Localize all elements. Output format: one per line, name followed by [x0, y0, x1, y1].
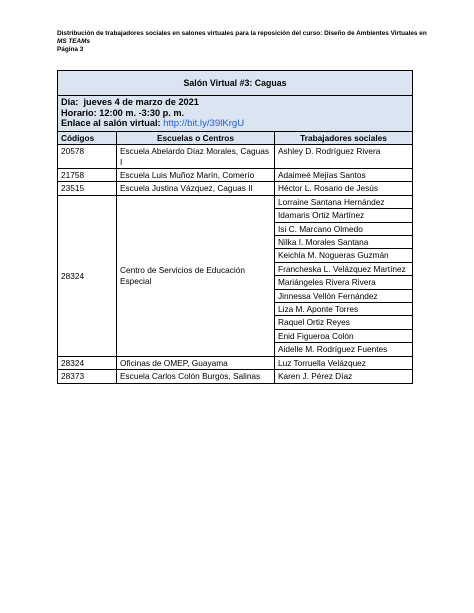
day-line	[61, 97, 409, 108]
document-title: Distribución de trabajadores sociales en salones virtuales para la reposición del curso: Diseño de Ambientes Virtuales en	[57, 30, 427, 37]
worker-cell: Mariángeles Rivera Rivera	[275, 276, 413, 289]
school-cell: Escuela Carlos Colón Burgos, Salinas	[117, 370, 275, 383]
page-number: Página 3	[57, 46, 84, 54]
worker-cell: Enid Figueroa Colón	[275, 329, 413, 342]
worker-cell: Liza M. Aponte Torres	[275, 303, 413, 316]
virtual-room-link[interactable]: http://bit.ly/39lKrgU	[163, 118, 245, 130]
day-value: jueves 4 de marzo de 2021	[83, 97, 199, 107]
code-cell: 23515	[58, 182, 117, 195]
table-row	[58, 356, 413, 369]
school-cell: Escuela Abelardo Díaz Morales, Caguas I	[117, 145, 275, 169]
worker-cell: Idamaris Ortiz Martínez	[275, 209, 413, 222]
salon-table	[57, 70, 413, 384]
salon-title: Salón Virtual #3: Caguas	[58, 71, 413, 96]
worker-cell: Luz Torruella Velázquez	[275, 356, 413, 369]
worker-cell: Lorraine Santana Hernández	[275, 195, 413, 208]
worker-cell: Keichla M. Nogueras Guzmán	[275, 249, 413, 262]
table-row	[58, 370, 413, 383]
column-headers	[58, 131, 413, 144]
document-title-continued: MS TEAMs	[57, 38, 91, 46]
table-body	[58, 145, 413, 383]
code-cell: 20578	[58, 145, 117, 169]
code-cell: 28324	[58, 356, 117, 369]
table-row	[58, 169, 413, 182]
worker-cell: Adaimeé Mejías Santos	[275, 169, 413, 182]
schedule-line	[61, 108, 409, 119]
worker-cell: Francheska L. Velázquez Martínez	[275, 262, 413, 275]
worker-cell: Isi C. Marcano Olmedo	[275, 222, 413, 235]
worker-cell: Raquel Ortiz Reyes	[275, 316, 413, 329]
school-cell: Centro de Servicios de Educación Especial	[117, 195, 275, 356]
header-workers: Trabajadores sociales	[275, 131, 413, 144]
schedule-label: Horario:	[61, 107, 97, 118]
worker-cell: Héctor L. Rosario de Jesús	[275, 182, 413, 195]
school-cell: Oficinas de OMEP, Guayama	[117, 356, 275, 369]
code-cell: 28324	[58, 195, 117, 356]
worker-cell: Nilka I. Morales Santana	[275, 236, 413, 249]
day-label: Día:	[61, 97, 79, 107]
worker-cell: Aidelle M. Rodríguez Fuentes	[275, 343, 413, 356]
link-label: Enlace al salón virtual:	[61, 118, 161, 129]
worker-cell: Karen J. Pérez Díaz	[275, 370, 413, 383]
table-row	[58, 195, 413, 208]
code-cell: 21758	[58, 169, 117, 182]
salon-info	[58, 96, 413, 132]
worker-cell: Jinnessa Vellón Fernández	[275, 289, 413, 302]
worker-cell: Ashley D. Rodríguez Rivera	[275, 145, 413, 169]
code-cell: 28373	[58, 370, 117, 383]
header-schools: Escuelas o Centros	[117, 131, 275, 144]
school-cell: Escuela Justina Vázquez, Caguas II	[117, 182, 275, 195]
header-codes: Códigos	[58, 131, 117, 144]
schedule-value: 12:00 m. -3:30 p. m.	[99, 107, 185, 118]
table-row	[58, 145, 413, 169]
school-cell: Escuela Luis Muñoz Marín, Comerío	[117, 169, 275, 182]
link-line	[61, 118, 409, 130]
page-header	[57, 30, 427, 55]
table-row	[58, 182, 413, 195]
